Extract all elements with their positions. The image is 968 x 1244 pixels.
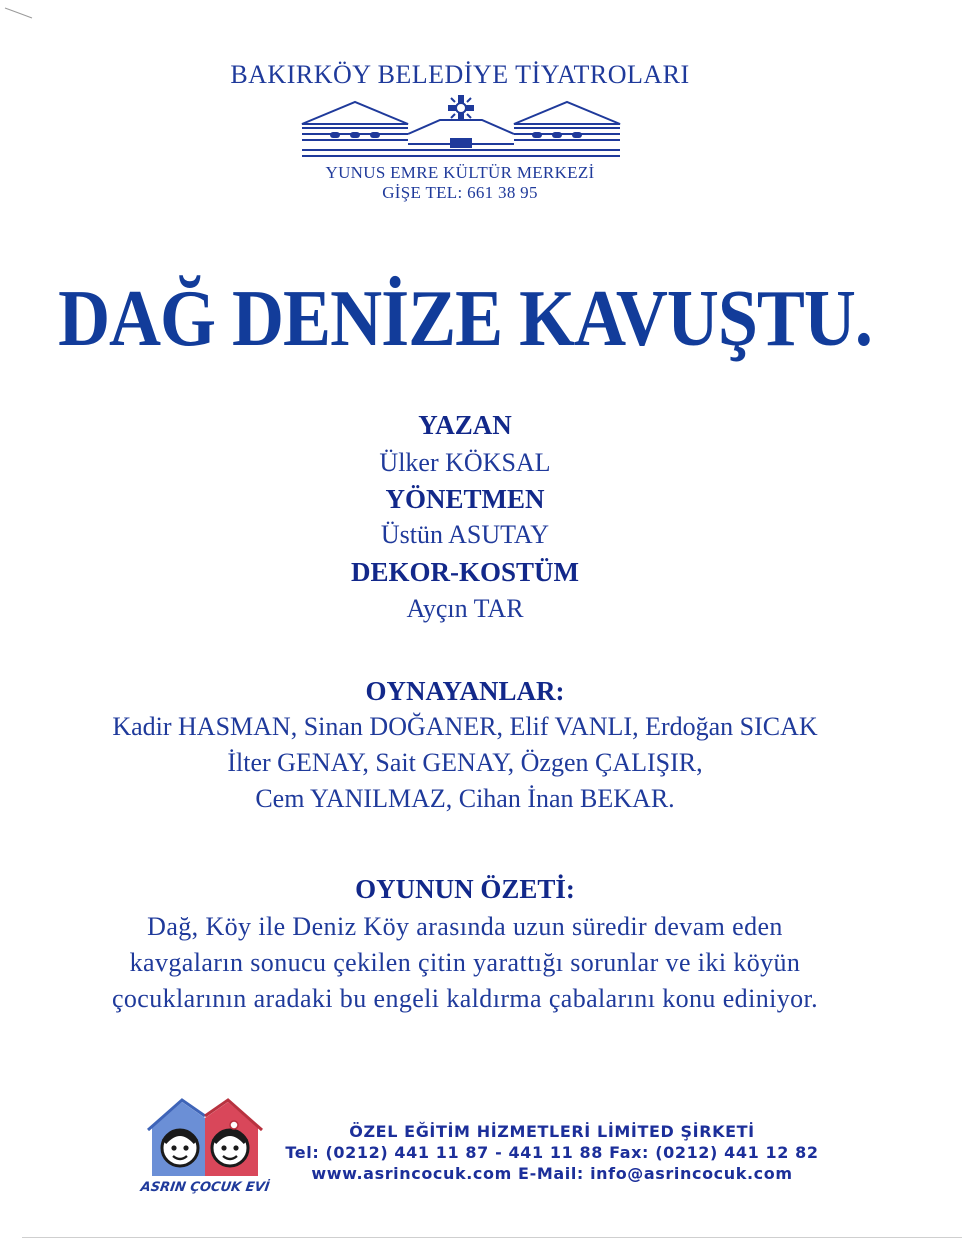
play-title: DAĞ DENİZE KAVUŞTU. (58, 273, 872, 363)
page-bottom-edge (22, 1237, 962, 1238)
cast-line: Kadir HASMAN, Sinan DOĞANER, Elif VANLI, Erdoğan SICAK (112, 712, 818, 741)
cast-heading: OYNAYANLAR: (365, 676, 565, 706)
scan-corner-mark (4, 6, 34, 20)
credit-role-set-costume: DEKOR-KOSTÜM (350, 557, 579, 587)
company-name: ÖZEL EĞİTİM HİZMETLERİ LİMİTED ŞİRKETİ (349, 1122, 755, 1141)
credit-name-director: Üstün ASUTAY (380, 520, 550, 549)
cast-line: İlter GENAY, Sait GENAY, Özgen ÇALIŞIR, (227, 748, 703, 777)
cast-line: Cem YANILMAZ, Cihan İnan BEKAR. (255, 784, 675, 813)
logo-wordmark: ASRIN ÇOCUK EVİ (139, 1180, 271, 1195)
summary-line: çocuklarının aradaki bu engeli kaldırma çabalarını konu ediniyor. (111, 984, 819, 1013)
credit-role-director: YÖNETMEN (385, 484, 545, 514)
credit-name-set-costume: Ayçın TAR (406, 594, 524, 623)
box-office-phone: GİŞE TEL: 661 38 95 (382, 183, 538, 202)
summary-heading: OYUNUN ÖZETİ: (355, 874, 575, 904)
summary-line: kavgaların sonucu çekilen çitin yarattığı sorunlar ve iki köyün (129, 948, 801, 977)
credit-role-writer: YAZAN (418, 410, 512, 440)
company-phone-fax: Tel: (0212) 441 11 87 - 441 11 88 Fax: (0212) 441 12 82 (285, 1143, 819, 1162)
credit-name-writer: Ülker KÖKSAL (379, 448, 551, 477)
company-web-email: www.asrincocuk.com E-Mail: info@asrincocuk.com (311, 1164, 793, 1183)
summary-line: Dağ, Köy ile Deniz Köy arasında uzun süredir devam eden (147, 912, 783, 941)
venue-name: YUNUS EMRE KÜLTÜR MERKEZİ (325, 163, 595, 182)
theatre-name: BAKIRKÖY BELEDİYE TİYATROLARI (230, 60, 690, 89)
cultural-center-building-logo (300, 94, 622, 164)
